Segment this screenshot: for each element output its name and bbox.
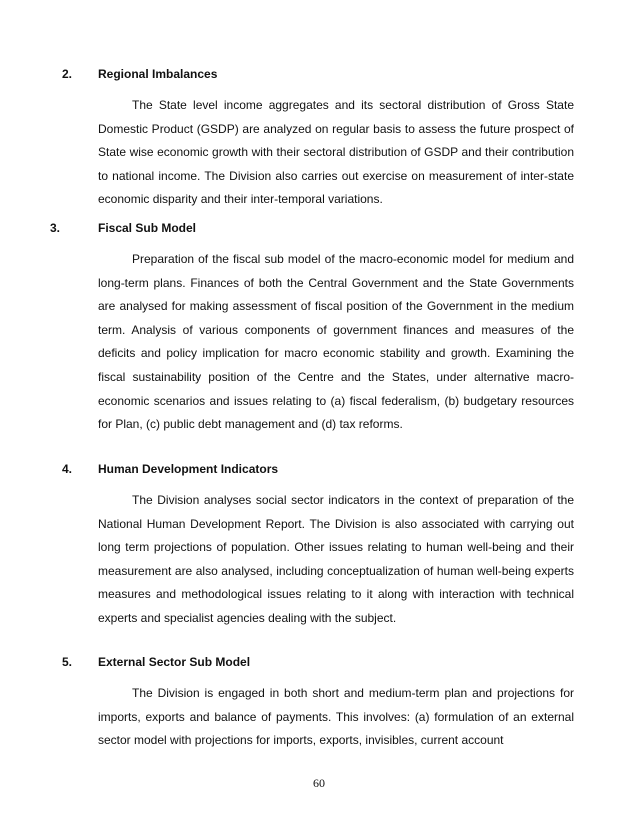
section-body: Preparation of the fiscal sub model of the macro-economic model for medium and long-term plans. Finances of both the Central Government and the State Governments are analysed for making assessment of fiscal position of the Government in the medium term. Analysis of various components of government finances and measures of the deficits and policy implication for macro economic stability and growth. Examining the fiscal sustainability position of the Centre and the States, under alternative macro-economic scenarios and issues relating to (a) fiscal federalism, (b) budgetary resources for Plan, (c) public debt management and (d) tax reforms. (98, 252, 574, 432)
section-number: 2. (62, 67, 73, 81)
section-body: The State level income aggregates and its sectoral distribution of Gross State Domestic Product (GSDP) are analyzed on regular basis to assess the future prospect of State wise economic growth with their sectoral distribution of GSDP and their contribution to national income. The Division also carries out exercise on measurement of inter-state economic disparity and their inter-temporal variations. (98, 98, 574, 207)
section-title: Human Development Indicators (98, 462, 279, 476)
section-number: 3. (50, 221, 61, 235)
section-body: The Division analyses social sector indicators in the context of preparation of the National Human Development Report. The Division is also associated with carrying out long term projections of population. Other issues relating to human well-being and their measurement are also analysed, including conceptualization of human well-being experts measures and methodological issues relating to it along with interaction with technical experts and specialist agencies dealing with the subject. (98, 493, 574, 625)
section-title: External Sector Sub Model (98, 655, 251, 669)
section-title: Fiscal Sub Model (98, 221, 197, 235)
section-title: Regional Imbalances (98, 67, 218, 81)
section-number: 5. (62, 655, 73, 669)
section-body: The Division is engaged in both short and medium-term plan and projections for imports, exports and balance of payments. This involves: (a) formulation of an external sector model with projections for imports, exports, invisibles, current account (98, 686, 574, 748)
page-number: 60 (313, 776, 325, 790)
section-number: 4. (62, 462, 73, 476)
